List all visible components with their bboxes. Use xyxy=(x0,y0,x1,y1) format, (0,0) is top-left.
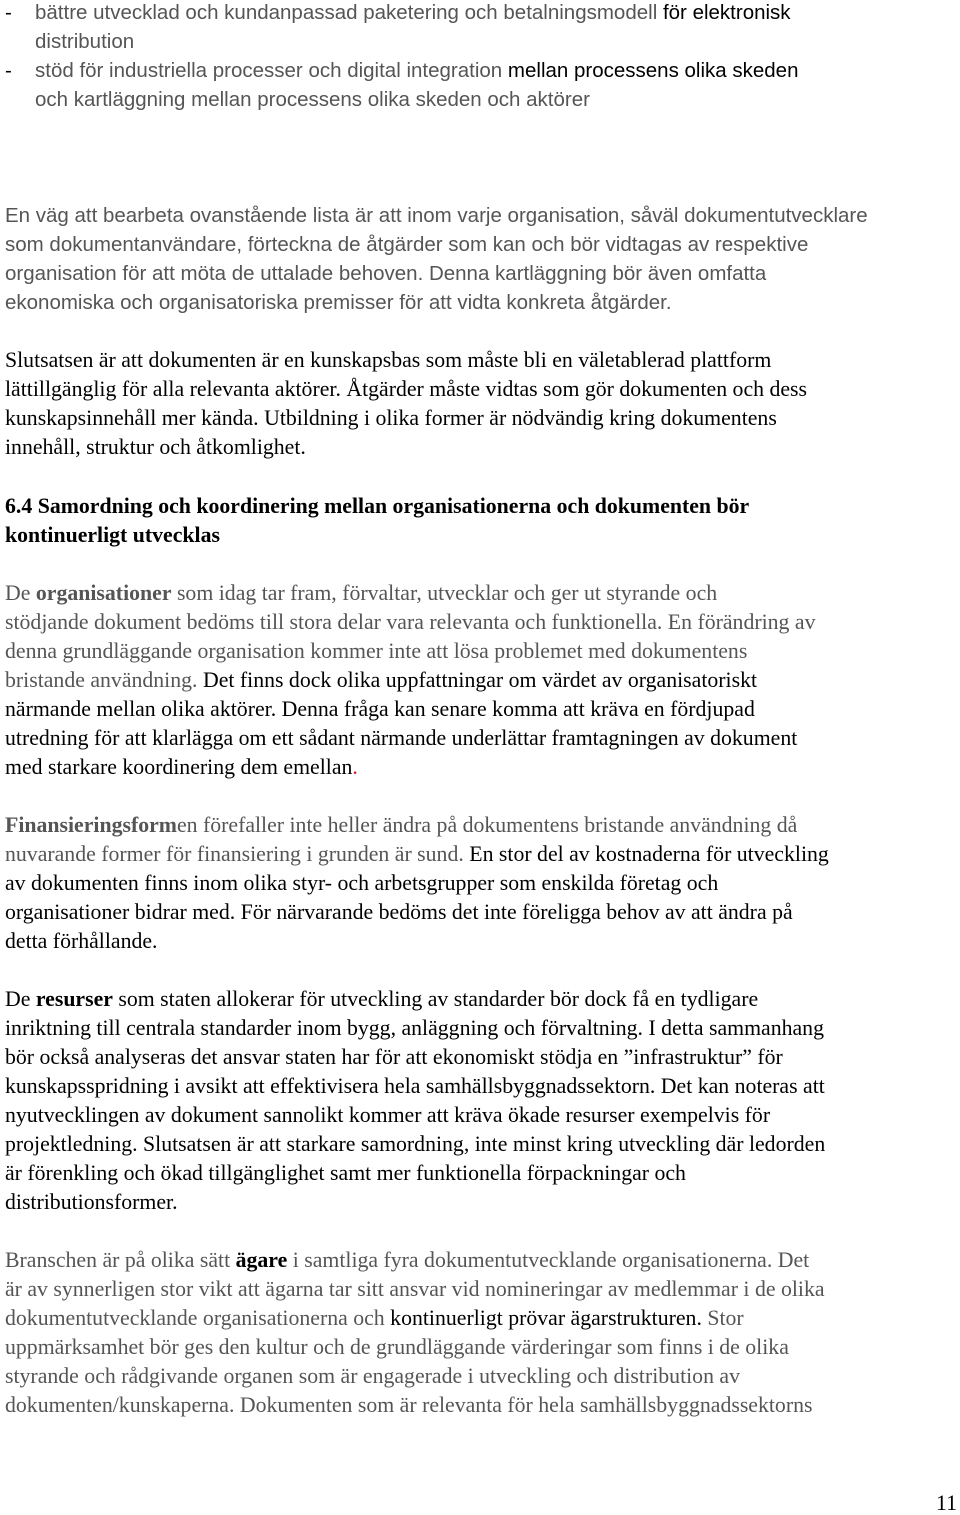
paragraph-line: De organisationer som idag tar fram, förvaltar, utvecklar och ger ut styrande och xyxy=(5,581,718,605)
paragraph-line: projektledning. Slutsatsen är att starkare samordning, inte minst kring utveckling där ledorden xyxy=(5,1132,826,1156)
section-heading: 6.4 Samordning och koordinering mellan organisationerna och dokumenten bör xyxy=(5,494,750,518)
paragraph-line: lättillgänglig för alla relevanta aktörer. Åtgärder måste vidtas som gör dokumenten och dess xyxy=(5,377,808,401)
paragraph-line: En väg att bearbeta ovanstående lista är att inom varje organisation, såväl dokumentutvecklare xyxy=(5,204,868,227)
paragraph-line: bristande användning. Det finns dock olika uppfattningar om värdet av organisatoriskt xyxy=(5,668,758,692)
emphasis: ägare xyxy=(235,1248,288,1272)
paragraph-line: innehåll, struktur och åtkomlighet. xyxy=(5,435,306,459)
bullet-text: bättre utvecklad och kundanpassad paketering och betalningsmodell xyxy=(35,1,663,24)
paragraph-line: denna grundläggande organisation kommer inte att lösa problemet med dokumentens xyxy=(5,639,748,663)
paragraph-line: organisationer bidrar med. För närvarande bedöms det inte föreligga behov av att ändra på xyxy=(5,900,793,924)
paragraph-line: bör också analyseras det ansvar staten har för att ekonomiskt stödja en ”infrastruktur” för xyxy=(5,1045,783,1069)
paragraph-line: stödjande dokument bedöms till stora delar vara relevanta och funktionella. En förändring av xyxy=(5,610,816,634)
paragraph-line: Finansieringsformen förefaller inte heller ändra på dokumentens bristande användning då xyxy=(5,813,798,837)
emphasis: Finansieringsform xyxy=(5,813,177,837)
paragraph-line: uppmärksamhet bör ges den kultur och de grundläggande värderingar som finns i de olika xyxy=(5,1335,789,1359)
emphasis: organisationer xyxy=(35,581,172,605)
paragraph-line: styrande och rådgivande organen som är engagerade i utveckling och distribution av xyxy=(5,1364,741,1388)
bullet-text: stöd för industriella processer och digital integration xyxy=(35,59,508,82)
bullet-item-2 xyxy=(5,61,798,82)
bullet-dash: - xyxy=(5,59,12,82)
paragraph-line: som dokumentanvändare, förteckna de åtgärder som kan och bör vidtagas av respektive xyxy=(5,233,809,256)
paragraph-line: Branschen är på olika sätt ägare i samtliga fyra dokumentutvecklande organisationerna. Det xyxy=(5,1248,810,1272)
paragraph-line: nuvarande former för finansiering i grunden är sund. En stor del av kostnaderna för utveckling xyxy=(5,842,829,866)
bullet-dash: - xyxy=(5,1,12,24)
paragraph-line: detta förhållande. xyxy=(5,929,158,953)
bullet-continuation: och kartläggning mellan processens olika skeden och aktörer xyxy=(35,88,590,111)
paragraph-line: med starkare koordinering dem emellan. xyxy=(5,755,358,779)
paragraph-line: dokumenten/kunskaperna. Dokumenten som är relevanta för hela samhällsbyggnadssektorns xyxy=(5,1393,813,1417)
paragraph-line: närmande mellan olika aktörer. Denna fråga kan senare komma att kräva en fördjupad xyxy=(5,697,755,721)
paragraph-line: nyutvecklingen av dokument sannolikt kommer att kräva ökade resurser exempelvis för xyxy=(5,1103,771,1127)
paragraph-line: kunskapsinnehåll mer kända. Utbildning i olika former är nödvändig kring dokumentens xyxy=(5,406,777,430)
bullet-item-1 xyxy=(5,3,791,24)
paragraph-line: är av synnerligen stor vikt att ägarna tar sitt ansvar vid nomineringar av medlemmar i de olika xyxy=(5,1277,825,1301)
bullet-text: mellan processens olika skeden xyxy=(507,59,799,82)
emphasis: resurser xyxy=(35,987,113,1011)
paragraph-line: De resurser som staten allokerar för utveckling av standarder bör dock få en tydligare xyxy=(5,987,759,1011)
paragraph-line: Slutsatsen är att dokumenten är en kunskapsbas som måste bli en väletablerad plattform xyxy=(5,348,772,372)
paragraph-line: ekonomiska och organisatoriska premisser för att vidta konkreta åtgärder. xyxy=(5,291,672,314)
paragraph-line: dokumentutvecklande organisationerna och kontinuerligt prövar ägarstrukturen. Stor xyxy=(5,1306,744,1330)
paragraph-line: distributionsformer. xyxy=(5,1190,178,1214)
paragraph-line: av dokumenten finns inom olika styr- och arbetsgrupper som enskilda företag och xyxy=(5,871,719,895)
paragraph-line: organisation för att möta de uttalade behoven. Denna kartläggning bör även omfatta xyxy=(5,262,767,285)
paragraph-line: kunskapsspridning i avsikt att effektivisera hela samhällsbyggnadssektorn. Det kan noteras att xyxy=(5,1074,825,1098)
paragraph-line: är förenkling och ökad tillgänglighet samt mer funktionella förpackningar och xyxy=(5,1161,686,1185)
page-number: 11 xyxy=(936,1491,957,1515)
bullet-text: för elektronisk xyxy=(662,1,791,24)
bullet-continuation: distribution xyxy=(35,30,135,53)
section-heading: kontinuerligt utvecklas xyxy=(5,523,220,547)
paragraph-line: inriktning till centrala standarder inom bygg, anläggning och förvaltning. I detta sammanhang xyxy=(5,1016,824,1040)
paragraph-line: utredning för att klarlägga om ett sådant närmande underlättar framtagningen av dokument xyxy=(5,726,798,750)
